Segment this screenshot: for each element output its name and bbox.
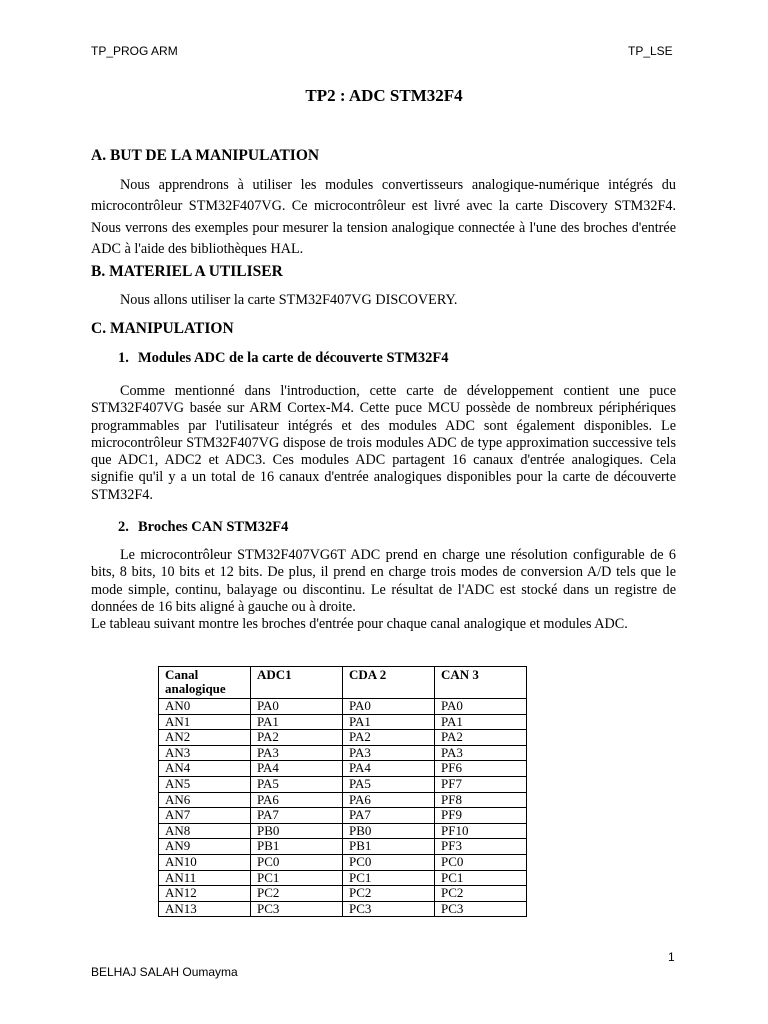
table-cell: PA2 <box>343 730 435 746</box>
table-cell: PA3 <box>343 745 435 761</box>
table-row <box>159 714 527 730</box>
table-header-row <box>159 667 527 699</box>
table-row <box>159 823 527 839</box>
table-cell: PC1 <box>251 870 343 886</box>
table-cell: PB0 <box>343 823 435 839</box>
table-cell: PF7 <box>435 776 527 792</box>
header-left: TP_PROG ARM <box>91 44 178 58</box>
table-cell: PA2 <box>435 730 527 746</box>
table-cell: AN6 <box>159 792 251 808</box>
table-cell: PC1 <box>435 870 527 886</box>
table-cell: AN13 <box>159 901 251 917</box>
table-cell: PC3 <box>343 901 435 917</box>
table-row <box>159 901 527 917</box>
table-body <box>159 699 527 917</box>
table-cell: PF10 <box>435 823 527 839</box>
table-cell: AN3 <box>159 745 251 761</box>
table-cell: PA1 <box>343 714 435 730</box>
table-cell: AN8 <box>159 823 251 839</box>
table-cell: AN12 <box>159 886 251 902</box>
section-a-heading: A. BUT DE LA MANIPULATION <box>91 147 320 164</box>
header-right: TP_LSE <box>628 44 673 58</box>
table-cell: PC0 <box>251 854 343 870</box>
page-number: 1 <box>668 950 675 964</box>
table-cell: PA1 <box>251 714 343 730</box>
table-cell: PC2 <box>435 886 527 902</box>
subsection-2-heading <box>118 519 288 536</box>
table-row <box>159 870 527 886</box>
page-title: TP2 : ADC STM32F4 <box>305 86 463 105</box>
table-cell: PF8 <box>435 792 527 808</box>
subsection-1-heading <box>118 350 449 367</box>
section-b-heading: B. MATERIEL A UTILISER <box>91 263 283 280</box>
table-cell: PF9 <box>435 808 527 824</box>
table-cell: PA5 <box>251 776 343 792</box>
table-cell: AN11 <box>159 870 251 886</box>
table-cell: AN5 <box>159 776 251 792</box>
table-cell: PA5 <box>343 776 435 792</box>
table-cell: PA1 <box>435 714 527 730</box>
table-row <box>159 808 527 824</box>
section-c-para2: Le microcontrôleur STM32F407VG6T ADC prend en charge une résolution configurable de 6 bits, 8 bits, 10 bits et 12 bits. De plus, il prend en charge trois modes de conversion A/D tels que le mode simple, continu, balayage ou discontinu. Le résultat de l'ADC est stocké dans un registre de données de 16 bits aligné à gauche ou à droite. <box>91 547 676 615</box>
table-row <box>159 745 527 761</box>
section-c-para3: Le tableau suivant montre les broches d'entrée pour chaque canal analogique et modules ADC. <box>91 616 628 632</box>
footer-author: BELHAJ SALAH Oumayma <box>91 965 238 979</box>
table-cell: PA3 <box>251 745 343 761</box>
table-row <box>159 839 527 855</box>
table-cell: PC0 <box>435 854 527 870</box>
table-cell: PA2 <box>251 730 343 746</box>
table-cell: PF6 <box>435 761 527 777</box>
table-row <box>159 730 527 746</box>
subsection-1-title: Modules ADC de la carte de découverte STM32F4 <box>138 350 449 366</box>
adc-channel-table <box>158 666 527 917</box>
table-cell: AN1 <box>159 714 251 730</box>
table-cell: PC2 <box>251 886 343 902</box>
table-cell: PA7 <box>251 808 343 824</box>
section-c-para1: Comme mentionné dans l'introduction, cette carte de développement contient une puce STM32F407VG basée sur ARM Cortex-M4. Cette puce MCU possède de nombreux périphériques programmables par l'utilisateur intégrés et des modules ADC sont également disponibles. Le microcontrôleur STM32F407VG dispose de trois modules ADC de type approximation successive tels que ADC1, ADC2 et ADC3. Ces modules ADC partagent 16 canaux d'entrée analogiques. Cela signifie qu'il y a un total de 16 canaux d'entrée analogiques disponibles pour la carte de découverte STM32F4. <box>91 383 676 503</box>
table-cell: PC1 <box>343 870 435 886</box>
table-cell: PC2 <box>343 886 435 902</box>
table-cell: PA6 <box>251 792 343 808</box>
subsection-2-title: Broches CAN STM32F4 <box>138 519 289 535</box>
table-header-cell: Canal analogique <box>159 667 251 699</box>
table-cell: PA4 <box>343 761 435 777</box>
table-cell: AN4 <box>159 761 251 777</box>
subsection-2-number: 2. <box>118 519 129 535</box>
table-cell: PA0 <box>343 699 435 715</box>
table-cell: PB0 <box>251 823 343 839</box>
table-cell: AN0 <box>159 699 251 715</box>
table-cell: PC3 <box>435 901 527 917</box>
table-cell: PF3 <box>435 839 527 855</box>
table-cell: PC0 <box>343 854 435 870</box>
table-row <box>159 699 527 715</box>
section-b-text: Nous allons utiliser la carte STM32F407VG DISCOVERY. <box>120 292 458 308</box>
table-cell: PA3 <box>435 745 527 761</box>
table-header-cell: ADC1 <box>251 667 343 699</box>
table-row <box>159 776 527 792</box>
table-cell: AN9 <box>159 839 251 855</box>
table-cell: PB1 <box>343 839 435 855</box>
table-header-cell: CDA 2 <box>343 667 435 699</box>
table-row <box>159 886 527 902</box>
table-row <box>159 792 527 808</box>
section-c-heading: C. MANIPULATION <box>91 320 234 337</box>
table-row <box>159 761 527 777</box>
table-cell: PA7 <box>343 808 435 824</box>
table-cell: PA6 <box>343 792 435 808</box>
section-a-text: Nous apprendrons à utiliser les modules convertisseurs analogique-numérique intégrés du microcontrôleur STM32F407VG. Ce microcontrôleur est livré avec la carte Discovery STM32F4. Nous verrons des exemples pour mesurer la tension analogique connectée à l'une des broches d'entrée ADC à l'aide des bibliothèques HAL. <box>91 177 676 257</box>
table-header-cell: CAN 3 <box>435 667 527 699</box>
table-cell: PA4 <box>251 761 343 777</box>
table-row <box>159 854 527 870</box>
table-cell: PA0 <box>435 699 527 715</box>
table-cell: PC3 <box>251 901 343 917</box>
table-cell: AN10 <box>159 854 251 870</box>
table-cell: PB1 <box>251 839 343 855</box>
table-cell: AN2 <box>159 730 251 746</box>
table-cell: PA0 <box>251 699 343 715</box>
subsection-1-number: 1. <box>118 350 129 366</box>
table-cell: AN7 <box>159 808 251 824</box>
